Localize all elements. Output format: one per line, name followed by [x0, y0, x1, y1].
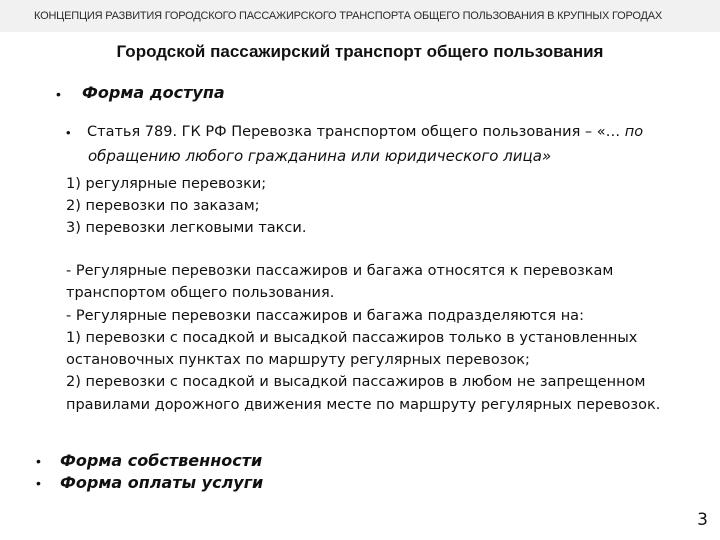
bottom-bullet-list [36, 450, 263, 494]
list-item [36, 450, 263, 472]
article-quote-line-1 [87, 124, 720, 140]
paragraph-line: остановочных пунктах по маршруту регулярных перевозок; [66, 352, 530, 369]
article-quote-normal: Статья 789. ГК РФ Перевозка транспортом общего пользования – «… [87, 124, 625, 140]
paragraph-line: - Регулярные перевозки пассажиров и багажа подразделяются на: [66, 307, 584, 324]
bullet-icon: • [36, 475, 41, 491]
ownership-form-label: Форма собственности [60, 451, 263, 470]
bullet-icon: • [66, 125, 71, 140]
paragraph-line: 2) перевозки с посадкой и высадкой пассажиров в любом не запрещенном [66, 374, 646, 391]
page-number: 3 [697, 510, 708, 530]
header-bar [0, 0, 720, 32]
paragraph-line: - Регулярные перевозки пассажиров и багажа относятся к перевозкам [66, 263, 614, 279]
slide-title: Городской пассажирский транспорт общего пользования [116, 42, 604, 61]
header-text: КОНЦЕПЦИЯ РАЗВИТИЯ ГОРОДСКОГО ПАССАЖИРСКОГО ТРАНСПОРТА ОБЩЕГО ПОЛЬЗОВАНИЯ В КРУПНЫХ ГОРОДАХ [34, 10, 662, 22]
regular-transport-paragraph [66, 260, 716, 416]
article-quote-italic: по [624, 124, 644, 140]
access-form-heading: Форма доступа [82, 83, 225, 102]
paragraph-line: правилами дорожного движения месте по маршруту регулярных перевозок. [66, 396, 661, 413]
paragraph-line: транспортом общего пользования. [66, 285, 335, 302]
bullet-icon: • [36, 453, 41, 469]
list-item [36, 472, 263, 494]
paragraph-line: 1) перевозки с посадкой и высадкой пассажиров только в установленных [66, 329, 638, 346]
article-quote-line-2: обращению любого гражданина или юридического лица» [88, 147, 552, 165]
list-item: 3) перевозки легковыми такси. [66, 220, 307, 236]
transport-types-list [66, 173, 306, 239]
list-item: 2) перевозки по заказам; [66, 198, 260, 214]
list-item: 1) регулярные перевозки; [66, 176, 267, 192]
bullet-icon: • [56, 86, 61, 102]
payment-form-label: Форма оплаты услуги [60, 473, 264, 492]
